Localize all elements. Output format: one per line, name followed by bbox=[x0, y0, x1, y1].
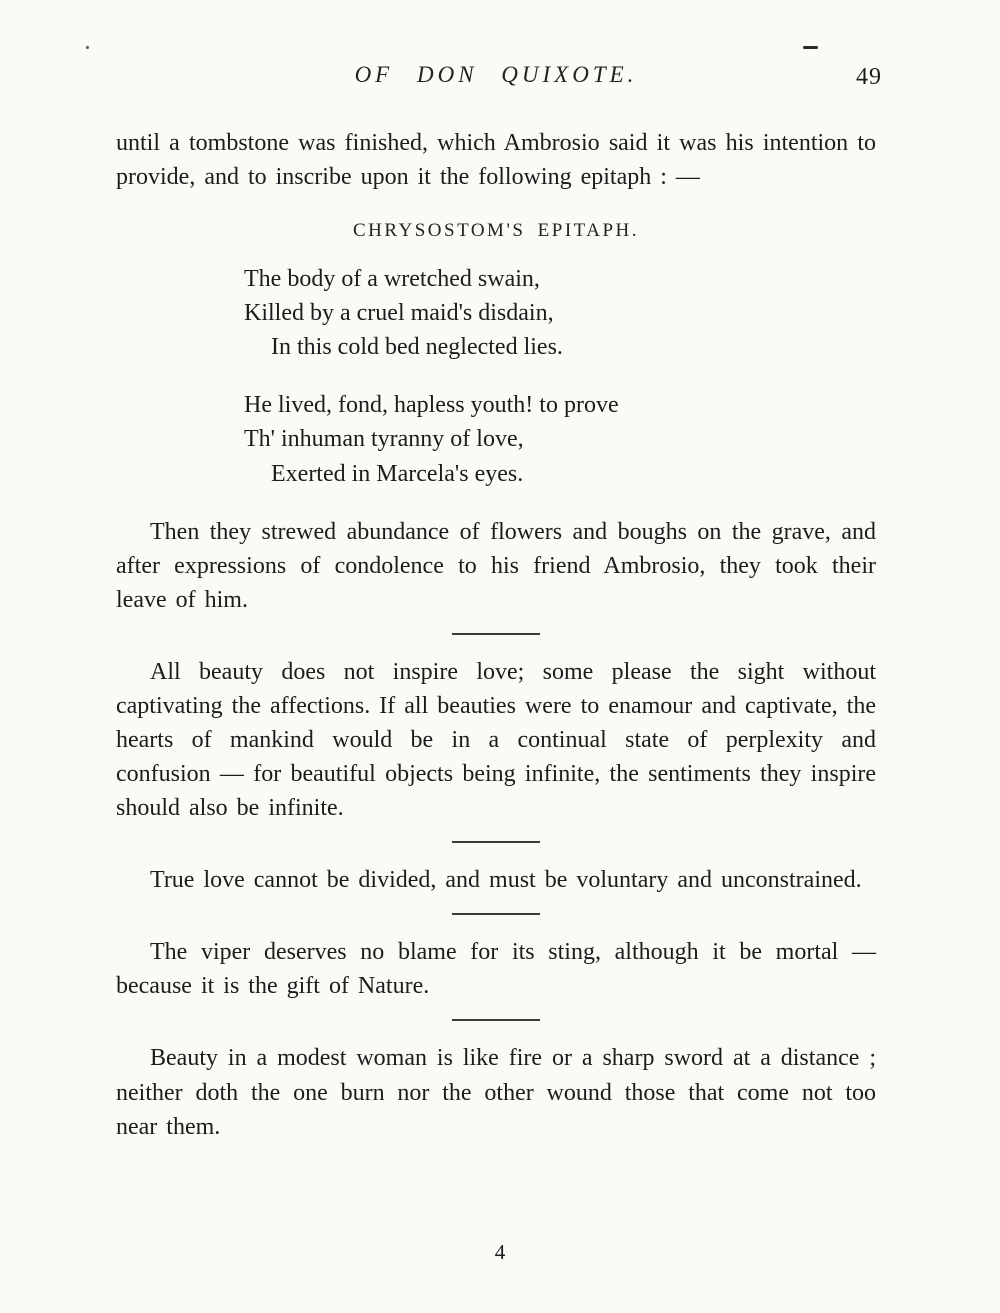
scan-speck bbox=[86, 46, 89, 49]
verse-line: Exerted in Marcela's eyes. bbox=[271, 460, 524, 487]
verse-line: The body of a wretched swain, bbox=[244, 266, 540, 293]
page-number: 49 bbox=[856, 64, 882, 90]
paragraph-the-viper: The viper deserves no blame for its sting, although it be mortal — because it is the gift of Nature. bbox=[116, 939, 876, 1000]
paragraph-true-love: True love cannot be divided, and must be voluntary and unconstrained. bbox=[150, 867, 862, 894]
verse-line: Th' inhuman tyranny of love, bbox=[244, 426, 524, 453]
epitaph-heading: CHRYSOSTOM'S EPITAPH. bbox=[352, 220, 640, 242]
paragraph-all-beauty: All beauty does not inspire love; some please the sight without captivating the affections. If all beauties were to enamour and captivate, the hearts of mankind would be in a continual state of perplexity and confusion — for beautiful objects being infinite, the sentiments they inspire should also be infinite. bbox=[116, 658, 876, 822]
section-divider bbox=[452, 1019, 540, 1021]
paragraph-beauty-modest-woman: Beauty in a modest woman is like fire or a sharp sword at a distance ; neither doth the one burn nor the other wound those that come not too near them. bbox=[116, 1045, 876, 1140]
intro-paragraph: until a tombstone was finished, which Ambrosio said it was his intention to provide, and to inscribe upon it the following epitaph : — bbox=[116, 130, 876, 191]
page-header bbox=[116, 62, 882, 96]
epitaph-stanza-1 bbox=[244, 262, 876, 364]
running-title: OF DON QUIXOTE. bbox=[354, 62, 638, 87]
paragraph-then-they-strewed: Then they strewed abundance of flowers and boughs on the grave, and after expressions of condolence to his friend Ambrosio, they took their leave of him. bbox=[116, 518, 876, 613]
signature-number: 4 bbox=[494, 1240, 506, 1264]
epitaph-stanza-2 bbox=[244, 388, 876, 490]
section-divider bbox=[452, 913, 540, 915]
page-footer bbox=[0, 1240, 1000, 1265]
verse-line: He lived, fond, hapless youth! to prove bbox=[244, 392, 619, 419]
verse-line: Killed by a cruel maid's disdain, bbox=[244, 300, 554, 327]
verse-line: In this cold bed neglected lies. bbox=[271, 334, 563, 361]
scan-dash-mark bbox=[803, 46, 818, 49]
section-divider bbox=[452, 841, 540, 843]
section-divider bbox=[452, 633, 540, 635]
